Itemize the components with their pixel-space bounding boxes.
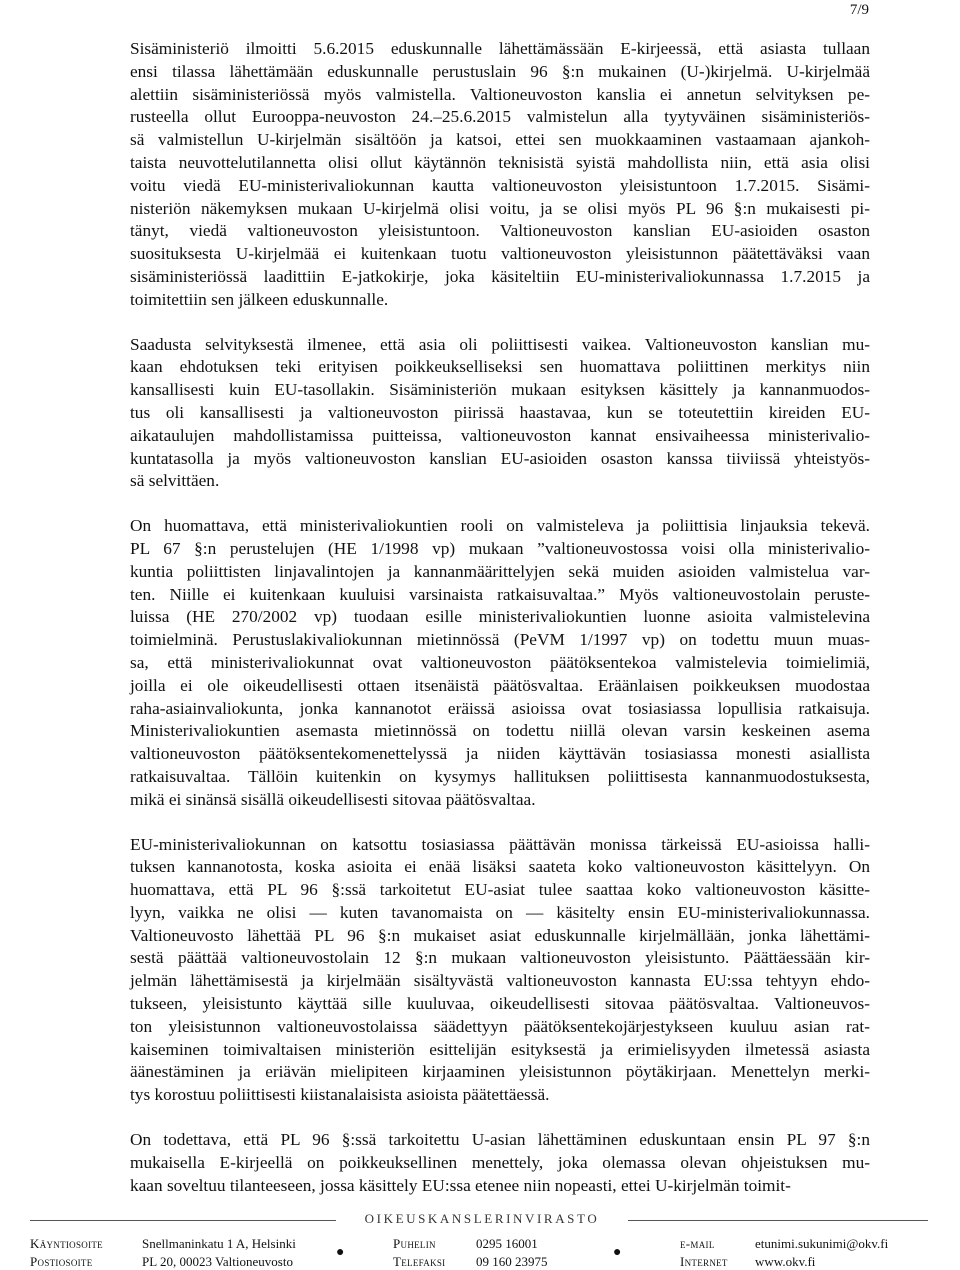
text-line: sä selvittäen. (130, 471, 220, 491)
fax-value: 09 160 23975 (476, 1254, 548, 1269)
text-line: sestä päättää valtioneuvostolain 12 §:n mukaan valtioneuvoston yleisistunto. Päättäessään kir- (130, 948, 870, 968)
body-paragraph (130, 1129, 870, 1197)
phone-label: Puhelin (393, 1236, 436, 1251)
page-number: 7/9 (849, 2, 869, 18)
text-line: tys korostuu poliittisesti kiistanalaisista asioista päätettäessä. (130, 1085, 550, 1105)
separator-dot-1: ● (336, 1245, 345, 1260)
body-paragraph (130, 515, 870, 811)
postal-address-label: Postiosoite (30, 1254, 93, 1269)
internet-value[interactable]: www.okv.fi (755, 1254, 816, 1269)
text-line: aikataulujen mahdollistamissa puitteissa, valtioneuvoston kannat ensivaiheessa ministerivalio- (130, 425, 870, 445)
text-line: EU-ministerivaliokunnan on katsottu tosiasiassa päättävän monissa tärkeissä EU-asioissa halli- (130, 834, 870, 854)
text-line: kaan soveltuu tilanteeseen, jossa käsittely EU:ssa etenee niin nopeasti, ettei U-kirjelmän toimit- (130, 1175, 791, 1195)
text-line: tänyt, viedä valtioneuvoston yleisistuntoon. Valtioneuvoston kanslian EU-asioiden osaston (130, 221, 870, 241)
body-paragraph (130, 334, 870, 494)
body-paragraph (130, 834, 870, 1108)
body-paragraph (130, 38, 870, 312)
separator-dot-2: ● (613, 1245, 622, 1260)
visiting-address-label: Käyntiosoite (30, 1236, 103, 1251)
text-line: Valtioneuvosto lähettää PL 96 §:n mukaiset asiat eduskunnalle kirjelmällään, jonka lähettämi- (130, 925, 870, 945)
agency-name: OIKEUSKANSLERINVIRASTO (364, 1211, 600, 1226)
text-line: mukaisella E-kirjeellä on poikkeuksellinen menettely, joka olemassa olevan ohjeistuksen mu- (130, 1152, 870, 1172)
text-line: PL 67 §:n perustelujen (HE 1/1998 vp) mukaan ”valtioneuvostossa voisi olla ministerivalio- (130, 538, 870, 558)
text-line: alettiin sisäministeriössä myös valmistella. Valtioneuvoston kanslia ei annetun selvityksen pe- (130, 84, 870, 104)
document-body (130, 38, 870, 1219)
text-line: sa, että ministerivaliokunnat ovat valtioneuvoston päätöksentekoa valmistelevia toimielimiä, (130, 652, 870, 672)
text-line: äänestäminen ja eriävän mielipiteen kirjaaminen yleisistunnon pöytäkirjaan. Menettelyn merki- (130, 1062, 870, 1082)
postal-address-value: PL 20, 00023 Valtioneuvosto (142, 1254, 293, 1269)
text-line: jelmän lähettämisestä ja kirjelmään sisältyvästä valtioneuvoston kannasta EU:ssa tehtyyn ehdo- (130, 971, 870, 991)
text-line: joilla ei ole oikeudellisesti ottaen itsenäistä päätösvaltaa. Eräänlaisen poikkeuksen muodostaa (130, 675, 870, 695)
text-line: kaiseminen toimivaltaisen ministeriön esittelijän esityksestä ja erimielisyyden ilmetessä asiasta (130, 1039, 870, 1059)
text-line: Saadusta selvityksestä ilmenee, että asia oli poliittisesti vaikea. Valtioneuvoston kanslian mu- (130, 334, 870, 354)
text-line: nisteriön näkemyksen mukaan U-kirjelmä olisi voitu, ja se olisi myös PL 96 §:n mukaisesti pi- (130, 198, 870, 218)
footer-rule-right (628, 1220, 928, 1221)
text-line: ensi tilassa lähettämään eduskunnalle perustuslain 96 §:n mukainen (U-)kirjelmä. U-kirjelmää (130, 61, 870, 81)
text-line: tus oli kansallisesti ja valtioneuvoston piirissä haastavaa, kun se toteutettiin kireiden EU- (130, 402, 870, 422)
text-line: taista neuvottelutilannetta olisi ollut käytännön teknisistä syistä mahdollista niin, että asia olisi (130, 152, 870, 172)
text-line: voitu viedä EU-ministerivaliokunnan kautta valtioneuvoston yleisistuntoon 1.7.2015. Sisämi- (130, 175, 870, 195)
text-line: toimitettiin sen jälkeen eduskunnalle. (130, 289, 389, 309)
visiting-address-value: Snellmaninkatu 1 A, Helsinki (142, 1236, 296, 1251)
text-line: ten. Niille ei kuitenkaan kuuluisi varsinaista ratkaisuvaltaa.” Myös valtioneuvostolain peruste- (130, 584, 870, 604)
email-label: e-mail (680, 1236, 715, 1251)
text-line: valtioneuvoston päätöksentekomenettelyssä ja niiden käyttävän tosiasiassa monesti asiallista (130, 744, 870, 764)
internet-label: Internet (680, 1254, 728, 1269)
text-line: sisäministeriössä laadittiin E-jatkokirje, joka käsiteltiin EU-ministerivaliokunnassa 1.7.2015 ja (130, 266, 870, 286)
text-line: raha-asiainvaliokunta, jonka kannanotot eräissä asioissa ovat tosiasiassa lopullisia ratkaisuja. (130, 698, 870, 718)
phone-value: 0295 16001 (476, 1236, 538, 1251)
text-line: mikä ei sinänsä sisällä oikeudellisesti sitovaa päätösvaltaa. (130, 789, 536, 809)
text-line: ton yleisistunnon valtioneuvostolaissa säädettyyn päätöksentekojärjestykseen kuuluu asian rat- (130, 1016, 870, 1036)
text-line: lyyn, vaikka ne olisi — kuten tavanomaista on — käsitelty ensin EU-ministerivaliokunnassa. (130, 902, 870, 922)
text-line: kansallisesti kuin EU-tasollakin. Sisäministeriön mukaan esityksen käsittely ja kannanmuodos- (130, 380, 870, 400)
email-value[interactable]: etunimi.sukunimi@okv.fi (755, 1236, 889, 1251)
text-line: tukseen, yleisistunto käyttää sille kuuluvaa, oikeudellisesti sitovaa päätösvaltaa. Valtioneuvos- (130, 994, 870, 1014)
text-line: toimielminä. Perustuslakivaliokunnan mietinnössä (PeVM 1/1997 vp) on todettu muun muas- (130, 630, 870, 650)
text-line: kuntia poliittisten linjavalintojen ja kannanmäärittelyjen sekä muiden asioiden valmistelua var- (130, 561, 870, 581)
text-line: ratkaisuvaltaa. Tällöin kuitenkin on kysymys hallituksen poliittisesta kannanmuodostuksesta, (130, 766, 870, 786)
text-line: On todettava, että PL 96 §:ssä tarkoitettu U-asian lähettäminen eduskuntaan ensin PL 97 §:n (130, 1130, 870, 1150)
text-line: sä valmistellun U-kirjelmän sisältöön ja katsoi, ettei sen muokkaaminen vastaamaan ajankoh- (130, 130, 870, 150)
text-line: suosituksesta U-kirjelmää ei kuitenkaan tuotu valtioneuvoston yleisistunnon päätettäväksi vaan (130, 244, 870, 264)
text-line: luissa (HE 270/2002 vp) tuodaan esille ministerivaliokuntien luonne asioita valmistelevina (130, 607, 870, 627)
text-line: Sisäministeriö ilmoitti 5.6.2015 eduskunnalle lähettämässään E-kirjeessä, että asiasta tullaan (130, 39, 870, 58)
text-line: Ministerivaliokuntien asemasta mietinnössä on todettu niillä olevan varsin keskeinen asema (130, 721, 870, 741)
fax-label: Telefaksi (393, 1254, 446, 1269)
text-line: On huomattava, että ministerivaliokuntien rooli on valmisteleva ja poliittisia linjauksia tekevä. (130, 516, 870, 536)
text-line: rusteella ollut Eurooppa-neuvoston 24.–25.6.2015 valmistelun alla tyytyväinen sisäministeriös- (130, 107, 870, 127)
text-line: tuksen kannanotosta, koska asioita ei enää lisäksi saateta koko valtioneuvoston käsittelyyn. On (130, 857, 870, 877)
letterhead-footer (0, 1208, 960, 1267)
footer-rule-left (30, 1220, 336, 1221)
text-line: kaan ehdotuksen teki erityisen poikkeukselliseksi sen huomattava poliittinen merkitys niin (130, 357, 870, 377)
text-line: huomattava, että PL 96 §:ssä tarkoitetut EU-asiat tulee saattaa koko valtioneuvoston käsitte- (130, 880, 870, 900)
text-line: kuntatasolla ja myös valtioneuvoston kanslian EU-asioiden osaston kanssa tiiviissä yhteistyös- (130, 448, 870, 468)
